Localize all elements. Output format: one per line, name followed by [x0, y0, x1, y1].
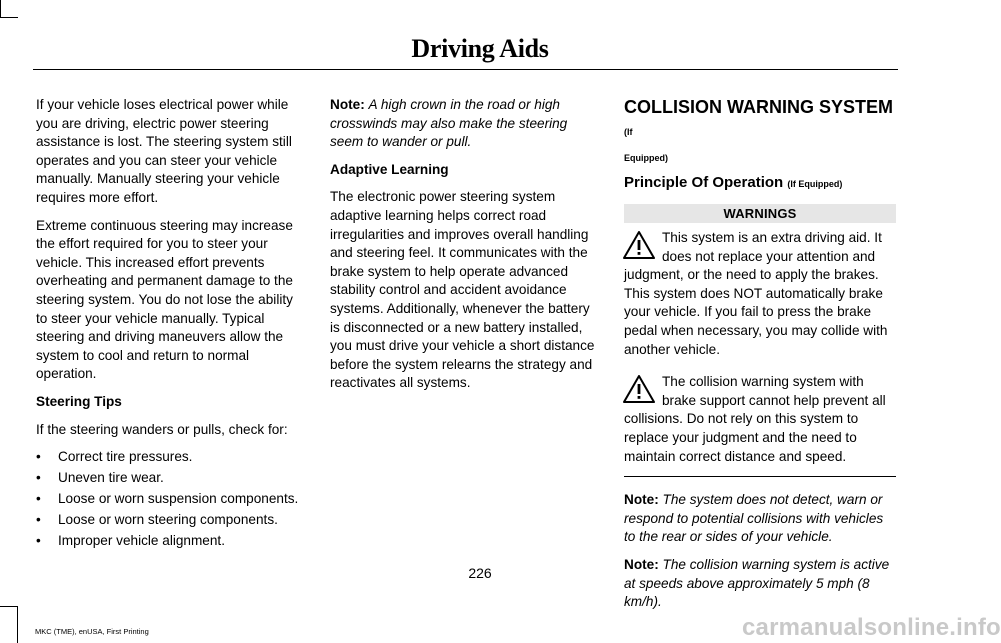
list-item: • Loose or worn steering components.: [36, 511, 308, 530]
crop-mark-top-left-vertical: [0, 0, 1, 18]
warning-text: This system is an extra driving aid. It does not replace your attention and judgment, or the need to apply the brakes. This system does NOT automatically brake your vehicle. If you fail to press the brake pedal when necessary, you may collide with another vehicle.: [624, 230, 888, 357]
page-title: Driving Aids: [411, 34, 549, 63]
note-label: Note:: [624, 556, 659, 572]
watermark: carmanualsonline.info: [742, 614, 1001, 641]
crown-note: [330, 96, 602, 152]
warning-item: [624, 373, 896, 466]
adaptive-learning-heading: Adaptive Learning: [330, 161, 449, 177]
crop-mark-bottom-left-horizontal: [0, 606, 18, 607]
steering-tips-intro: If the steering wanders or pulls, check for:: [36, 421, 288, 437]
subsection-title-text: Principle Of Operation: [624, 174, 784, 191]
note-text: The system does not detect, warn or respond to potential collisions with vehicles to the rear or sides of your vehicle.: [624, 492, 884, 545]
warning-triangle-icon: [622, 230, 656, 260]
power-loss-paragraph: If your vehicle loses electrical power while you are driving, electric power steering assistance is lost. The steering system still operates and you can steer your vehicle manually. Manually steering your vehicle requires more effort.: [36, 97, 292, 205]
note-label: Note:: [330, 97, 365, 112]
detection-note: [624, 491, 896, 547]
subsection-qualifier: (If Equipped): [787, 179, 843, 189]
header-divider: [33, 69, 898, 70]
note-text: A high crown in the road or high crosswinds may also make the steering seem to wander or pull.: [330, 97, 568, 150]
list-item: • Improper vehicle alignment.: [36, 532, 308, 551]
crop-mark-bottom-left-vertical: [17, 606, 18, 643]
page-number: 226: [468, 565, 492, 581]
column-1: [36, 96, 308, 554]
section-title-text: COLLISION WARNING SYSTEM: [624, 97, 894, 117]
crop-mark-top-left-horizontal: [0, 17, 18, 18]
list-item: • Loose or worn suspension components.: [36, 490, 308, 509]
section-title: [624, 96, 896, 143]
extreme-steering-paragraph: Extreme continuous steering may increase the effort required for you to steer your vehicle. This increased effort prevents overheating and permanent damage to the steering system. You do not lose the ability to steer your vehicle manually. Typical steering and driving maneuvers allow the system to cool and return to normal operation.: [36, 217, 293, 382]
edition-footer: MKC (TME), enUSA, First Printing: [35, 627, 149, 636]
column-2: [330, 96, 602, 402]
section-qualifier: (If: [624, 127, 633, 137]
warning-triangle-icon: [622, 374, 656, 404]
note-label: Note:: [624, 492, 659, 508]
warnings-divider: [624, 476, 896, 477]
note-text: The collision warning system is active at speeds above approximately 5 mph (8 km/h).: [624, 556, 890, 610]
steering-tips-heading: Steering Tips: [36, 393, 122, 409]
adaptive-learning-paragraph: The electronic power steering system adaptive learning helps correct road irregularities and improves overall handling and steering feel. It communicates with the brake system to help operate advanced stability control and accident avoidance systems. Additionally, whenever the battery is disconnected or a new battery installed, you must drive your vehicle a short distance before the system relearns the strategy and reactivates all systems.: [330, 189, 595, 391]
section-qualifier-continued: Equipped): [624, 153, 668, 163]
warning-text: The collision warning system with brake support cannot help prevent all collisions. Do not rely on this system to replace your judgment and the need to maintain correct distance and speed.: [624, 374, 886, 464]
warning-item: [624, 229, 896, 359]
list-item: • Uneven tire wear.: [36, 469, 308, 488]
subsection-title: [624, 173, 896, 194]
column-3: [624, 96, 896, 621]
steering-tips-list: [36, 448, 308, 551]
warnings-heading: WARNINGS: [624, 204, 896, 223]
list-item: • Correct tire pressures.: [36, 448, 308, 467]
